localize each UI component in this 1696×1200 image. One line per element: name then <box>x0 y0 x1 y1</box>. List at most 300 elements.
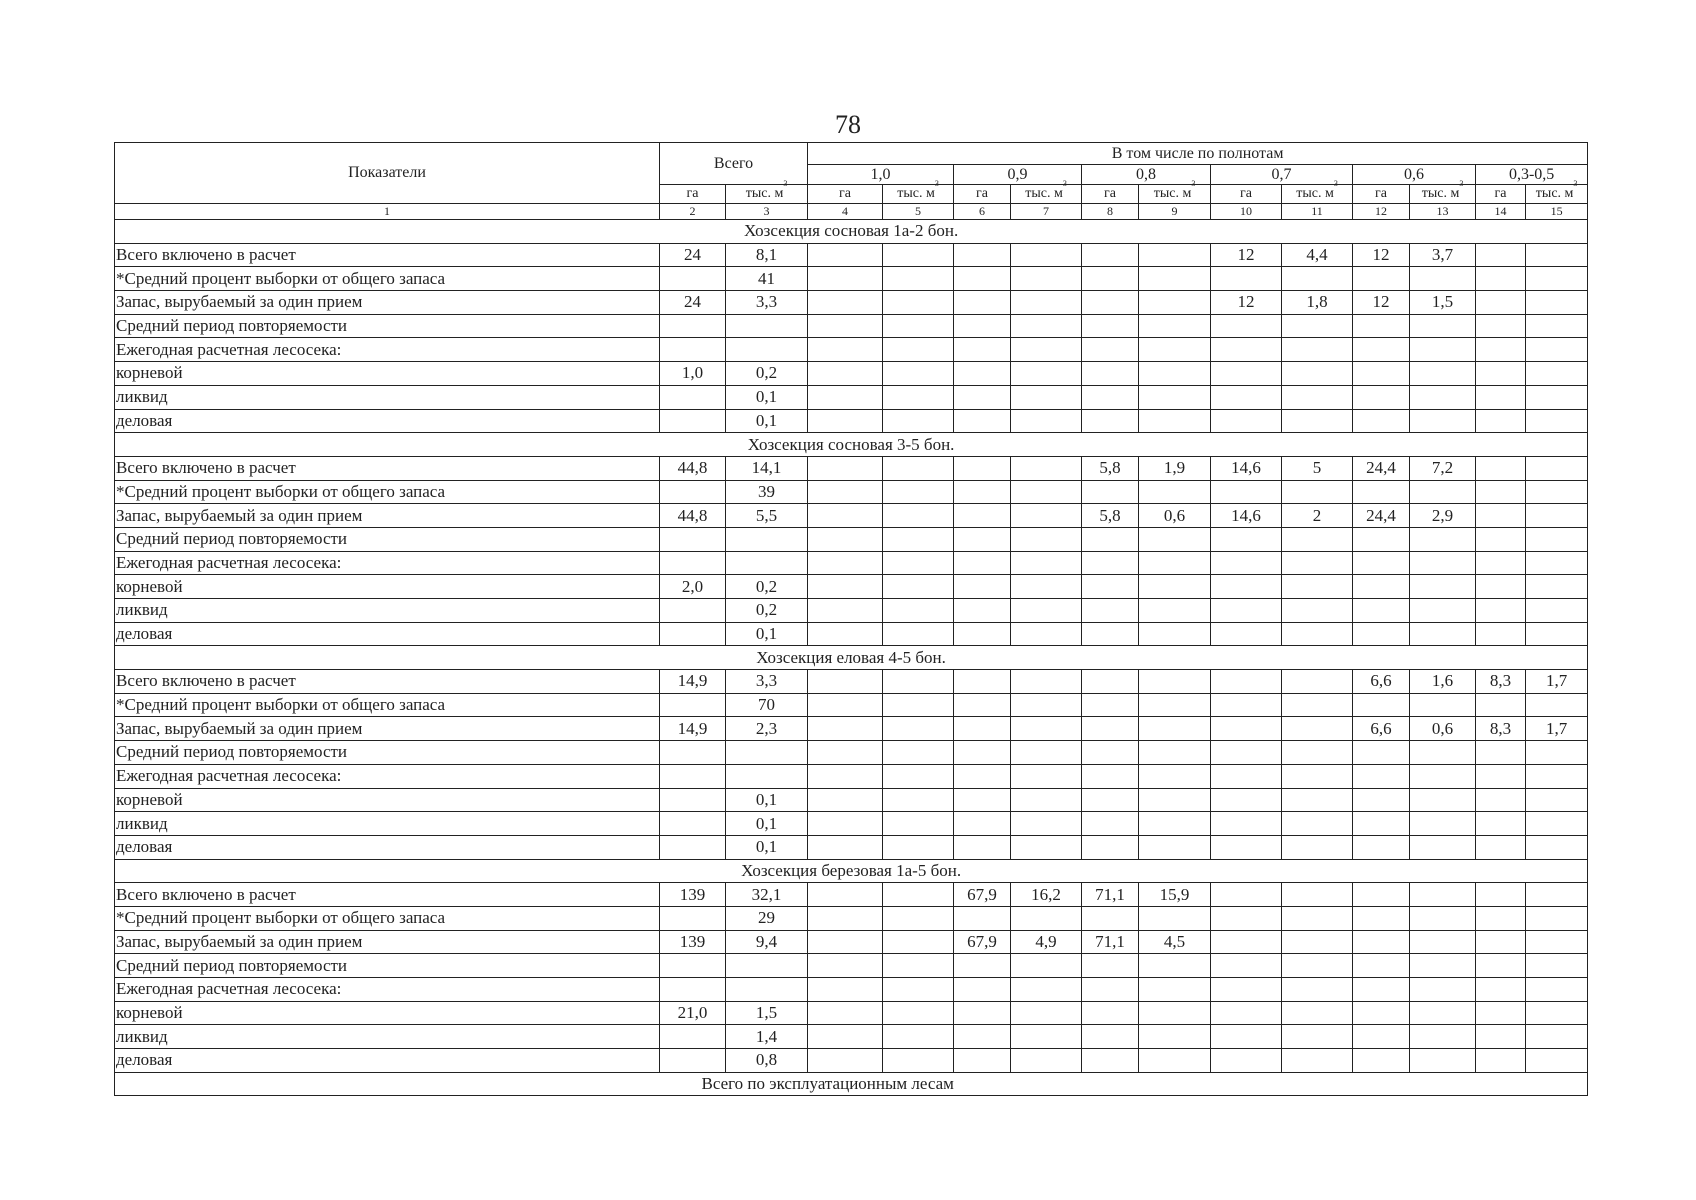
table-cell <box>1353 930 1410 954</box>
table-cell <box>883 788 954 812</box>
table-cell <box>1353 267 1410 291</box>
table-cell <box>660 1025 726 1049</box>
table-cell <box>808 551 883 575</box>
table-cell <box>1526 883 1588 907</box>
table-cell <box>1211 693 1282 717</box>
table-cell <box>808 338 883 362</box>
footer-title: Всего по эксплуатационным лесам <box>660 1072 1588 1096</box>
table-cell <box>1282 527 1353 551</box>
table-cell <box>660 267 726 291</box>
table-cell <box>1082 764 1139 788</box>
table-cell <box>1353 314 1410 338</box>
table-cell <box>1011 741 1082 765</box>
header-unit-volume-superscript: 3 <box>1062 179 1067 188</box>
table-cell <box>1011 1049 1082 1073</box>
table-cell <box>1211 1025 1282 1049</box>
row-label: ликвид <box>115 599 660 623</box>
table-cell: 5,8 <box>1082 504 1139 528</box>
table-cell <box>1211 267 1282 291</box>
table-cell <box>808 314 883 338</box>
table-cell: 12 <box>1211 291 1282 315</box>
table-cell <box>1082 1001 1139 1025</box>
table-cell <box>1353 385 1410 409</box>
table-cell <box>1082 978 1139 1002</box>
table-cell <box>883 1049 954 1073</box>
table-row <box>115 527 1588 551</box>
table-row <box>115 835 1588 859</box>
row-label: корневой <box>115 1001 660 1025</box>
table-cell <box>660 812 726 836</box>
table-cell <box>808 1025 883 1049</box>
table-cell: 32,1 <box>726 883 808 907</box>
table-cell <box>1410 599 1476 623</box>
table-cell <box>1082 243 1139 267</box>
header-density: 0,7 <box>1211 165 1353 185</box>
table-cell: 16,2 <box>1011 883 1082 907</box>
row-label: *Средний процент выборки от общего запаса <box>115 693 660 717</box>
table-cell <box>1353 693 1410 717</box>
table-cell <box>660 764 726 788</box>
table-row <box>115 267 1588 291</box>
table-cell <box>808 480 883 504</box>
table-cell <box>808 291 883 315</box>
table-cell <box>883 338 954 362</box>
table-cell <box>1139 764 1211 788</box>
table-cell <box>1353 551 1410 575</box>
table-cell <box>1011 338 1082 362</box>
table-cell <box>660 1049 726 1073</box>
header-density: 0,8 <box>1082 165 1211 185</box>
table-cell <box>1476 954 1526 978</box>
table-cell <box>1211 575 1282 599</box>
table-cell <box>808 835 883 859</box>
table-cell: 6,6 <box>1353 670 1410 694</box>
row-label: *Средний процент выборки от общего запаса <box>115 480 660 504</box>
section-header-row <box>115 646 1588 670</box>
table-cell: 67,9 <box>954 883 1011 907</box>
table-cell <box>1139 291 1211 315</box>
table-cell <box>1410 788 1476 812</box>
table-cell <box>808 812 883 836</box>
table-cell <box>1139 693 1211 717</box>
row-label: Ежегодная расчетная лесосека: <box>115 338 660 362</box>
header-column-number: 5 <box>883 204 954 220</box>
table-cell <box>1139 527 1211 551</box>
table-cell <box>954 267 1011 291</box>
table-cell <box>1353 1001 1410 1025</box>
header-density: 1,0 <box>808 165 954 185</box>
table-cell <box>1476 906 1526 930</box>
table-cell <box>1282 575 1353 599</box>
table-cell <box>1011 1025 1082 1049</box>
table-cell <box>808 599 883 623</box>
table-row <box>115 717 1588 741</box>
header-unit-volume-text: тыс. м <box>897 186 935 201</box>
table-cell <box>883 243 954 267</box>
table-cell <box>1082 741 1139 765</box>
table-cell: 9,4 <box>726 930 808 954</box>
table-cell <box>660 527 726 551</box>
table-cell <box>1526 575 1588 599</box>
table-cell <box>808 693 883 717</box>
header-unit-volume <box>1410 179 1476 204</box>
table-cell <box>1211 717 1282 741</box>
table-header <box>115 143 1588 220</box>
table-cell <box>1139 575 1211 599</box>
table-cell <box>660 954 726 978</box>
header-unit-volume-text: тыс. м <box>1535 186 1574 201</box>
table-cell: 1,0 <box>660 362 726 386</box>
table-cell <box>1082 906 1139 930</box>
table-cell <box>1282 788 1353 812</box>
table-cell <box>1476 622 1526 646</box>
table-cell <box>808 883 883 907</box>
table-cell <box>1476 291 1526 315</box>
table-row <box>115 622 1588 646</box>
table-cell <box>1526 504 1588 528</box>
table-cell <box>726 314 808 338</box>
table-cell: 14,6 <box>1211 456 1282 480</box>
table-cell <box>1211 599 1282 623</box>
table-cell <box>1082 291 1139 315</box>
row-label: *Средний процент выборки от общего запаса <box>115 906 660 930</box>
table-cell <box>954 362 1011 386</box>
table-cell <box>1082 599 1139 623</box>
table-cell <box>883 1001 954 1025</box>
header-unit-volume-superscript: 3 <box>934 179 939 188</box>
table-cell <box>1211 788 1282 812</box>
table-row <box>115 409 1588 433</box>
table-cell: 1,4 <box>726 1025 808 1049</box>
table-cell <box>1410 906 1476 930</box>
table-cell <box>1139 954 1211 978</box>
table-cell: 67,9 <box>954 930 1011 954</box>
table-cell <box>883 930 954 954</box>
table-cell <box>1476 1025 1526 1049</box>
table-cell <box>1211 385 1282 409</box>
header-unit-volume <box>1139 179 1211 204</box>
table-cell <box>1282 741 1353 765</box>
table-cell: 5 <box>1282 456 1353 480</box>
table-cell <box>883 906 954 930</box>
table-cell <box>1476 883 1526 907</box>
table-cell <box>1139 385 1211 409</box>
table-cell <box>1282 717 1353 741</box>
header-unit-volume-text: тыс. м <box>1153 186 1192 201</box>
table-row <box>115 812 1588 836</box>
table-cell: 1,6 <box>1410 670 1476 694</box>
table-cell <box>1211 362 1282 386</box>
table-row <box>115 670 1588 694</box>
table-cell <box>1410 362 1476 386</box>
table-cell <box>1526 527 1588 551</box>
table-cell <box>808 622 883 646</box>
table-cell <box>1353 906 1410 930</box>
table-cell <box>1139 1025 1211 1049</box>
table-row <box>115 480 1588 504</box>
table-cell <box>954 812 1011 836</box>
table-cell <box>1082 385 1139 409</box>
table-cell <box>1353 338 1410 362</box>
table-cell: 41 <box>726 267 808 291</box>
table-cell <box>954 527 1011 551</box>
header-unit-volume-superscript: 3 <box>1573 179 1578 188</box>
table-cell <box>883 812 954 836</box>
table-cell <box>808 978 883 1002</box>
table-cell <box>660 788 726 812</box>
table-cell <box>808 267 883 291</box>
header-column-number: 1 <box>115 204 660 220</box>
table-cell <box>1476 1049 1526 1073</box>
header-column-number: 6 <box>954 204 1011 220</box>
table-cell <box>1410 409 1476 433</box>
table-cell <box>660 835 726 859</box>
table-cell: 70 <box>726 693 808 717</box>
footer-spacer-cell <box>115 1072 660 1096</box>
header-unit-ha: га <box>1082 185 1139 204</box>
table-row <box>115 243 1588 267</box>
header-unit-ha: га <box>808 185 883 204</box>
table-cell <box>1282 812 1353 836</box>
table-cell <box>1526 551 1588 575</box>
table-cell <box>1082 788 1139 812</box>
table-cell <box>1082 267 1139 291</box>
table-cell <box>1082 480 1139 504</box>
table-cell <box>1011 599 1082 623</box>
table-body <box>115 220 1588 1096</box>
table-cell <box>1139 551 1211 575</box>
table-cell <box>1353 1049 1410 1073</box>
table-cell <box>883 978 954 1002</box>
table-cell <box>1410 764 1476 788</box>
table-cell <box>1082 622 1139 646</box>
table-cell <box>1526 954 1588 978</box>
table-cell: 12 <box>1353 291 1410 315</box>
header-unit-ha: га <box>1211 185 1282 204</box>
table-cell <box>1476 551 1526 575</box>
table-cell <box>1410 954 1476 978</box>
table-cell: 0,2 <box>726 599 808 623</box>
table-cell <box>883 480 954 504</box>
table-cell <box>1139 835 1211 859</box>
table-cell <box>1211 551 1282 575</box>
table-cell: 0,1 <box>726 788 808 812</box>
table-cell <box>1139 978 1211 1002</box>
table-cell <box>808 954 883 978</box>
table-cell <box>808 362 883 386</box>
table-cell <box>1211 835 1282 859</box>
row-label: деловая <box>115 1049 660 1073</box>
header-column-number: 3 <box>726 204 808 220</box>
header-unit-volume-superscript: 3 <box>783 179 788 188</box>
table-cell <box>1139 906 1211 930</box>
table-cell <box>1526 978 1588 1002</box>
table-cell <box>808 764 883 788</box>
table-cell <box>1082 1049 1139 1073</box>
table-cell: 12 <box>1211 243 1282 267</box>
table-row <box>115 978 1588 1002</box>
table-row <box>115 788 1588 812</box>
table-cell <box>660 314 726 338</box>
table-row <box>115 599 1588 623</box>
table-cell <box>1526 338 1588 362</box>
row-label: Запас, вырубаемый за один прием <box>115 291 660 315</box>
table-cell <box>1282 622 1353 646</box>
table-cell <box>883 551 954 575</box>
table-cell <box>1211 409 1282 433</box>
table-cell <box>1211 622 1282 646</box>
table-cell: 1,8 <box>1282 291 1353 315</box>
table-cell <box>1353 812 1410 836</box>
table-cell <box>1139 599 1211 623</box>
row-label: Всего включено в расчет <box>115 670 660 694</box>
table-cell <box>1353 622 1410 646</box>
table-cell: 0,1 <box>726 835 808 859</box>
table-cell <box>1082 693 1139 717</box>
table-cell <box>883 622 954 646</box>
table-cell <box>1211 338 1282 362</box>
table-cell <box>1410 1025 1476 1049</box>
table-cell <box>1526 930 1588 954</box>
table-cell <box>1282 883 1353 907</box>
table-cell <box>883 954 954 978</box>
table-cell: 8,3 <box>1476 717 1526 741</box>
table-cell <box>1011 456 1082 480</box>
table-cell <box>1410 693 1476 717</box>
header-unit-volume <box>726 179 808 204</box>
table-cell <box>1410 314 1476 338</box>
table-cell <box>660 338 726 362</box>
table-cell <box>1139 717 1211 741</box>
row-label: деловая <box>115 622 660 646</box>
table-cell <box>954 385 1011 409</box>
table-cell: 2,9 <box>1410 504 1476 528</box>
table-cell <box>808 409 883 433</box>
table-cell <box>1526 835 1588 859</box>
table-cell <box>1410 1001 1476 1025</box>
table-cell <box>1410 480 1476 504</box>
table-cell <box>1082 362 1139 386</box>
table-cell <box>954 1049 1011 1073</box>
table-cell <box>1410 978 1476 1002</box>
table-row <box>115 504 1588 528</box>
header-total: Всего <box>660 143 808 185</box>
table-cell <box>883 693 954 717</box>
table-cell <box>1526 788 1588 812</box>
table-cell <box>808 788 883 812</box>
table-cell <box>1011 243 1082 267</box>
table-cell: 139 <box>660 883 726 907</box>
table-cell: 1,7 <box>1526 717 1588 741</box>
table-cell <box>726 338 808 362</box>
table-cell <box>1353 1025 1410 1049</box>
table-cell <box>1011 835 1082 859</box>
table-cell <box>954 764 1011 788</box>
table-cell <box>1526 812 1588 836</box>
table-cell <box>808 741 883 765</box>
table-cell <box>1353 978 1410 1002</box>
table-cell: 0,2 <box>726 575 808 599</box>
header-unit-ha: га <box>660 185 726 204</box>
row-label: корневой <box>115 362 660 386</box>
table-cell <box>1282 954 1353 978</box>
table-cell <box>1139 362 1211 386</box>
table-cell <box>883 575 954 599</box>
table-cell <box>1082 717 1139 741</box>
table-cell <box>1211 1049 1282 1073</box>
table-cell <box>726 978 808 1002</box>
row-label: *Средний процент выборки от общего запаса <box>115 267 660 291</box>
section-header-row <box>115 433 1588 457</box>
table-cell <box>954 243 1011 267</box>
header-density: 0,3-0,5 <box>1476 165 1588 185</box>
table-cell <box>726 551 808 575</box>
table-cell <box>1282 670 1353 694</box>
table-cell <box>954 693 1011 717</box>
table-cell <box>1082 409 1139 433</box>
table-cell <box>1410 883 1476 907</box>
table-cell <box>1082 314 1139 338</box>
table-cell <box>1011 670 1082 694</box>
table-cell: 29 <box>726 906 808 930</box>
table-cell <box>1282 362 1353 386</box>
table-cell: 2,0 <box>660 575 726 599</box>
row-label: Ежегодная расчетная лесосека: <box>115 978 660 1002</box>
table-cell: 4,4 <box>1282 243 1353 267</box>
header-unit-volume-superscript: 3 <box>1191 179 1196 188</box>
table-row <box>115 883 1588 907</box>
table-cell: 1,5 <box>1410 291 1476 315</box>
table-cell <box>1476 243 1526 267</box>
table-cell <box>954 456 1011 480</box>
table-cell <box>1211 812 1282 836</box>
header-column-number: 15 <box>1526 204 1588 220</box>
table-cell <box>1410 575 1476 599</box>
row-label: деловая <box>115 409 660 433</box>
header-unit-volume-text: тыс. м <box>1421 186 1460 201</box>
table-cell: 24 <box>660 243 726 267</box>
table-cell <box>1476 456 1526 480</box>
table-cell <box>1282 978 1353 1002</box>
row-label: Запас, вырубаемый за один прием <box>115 930 660 954</box>
row-label: Всего включено в расчет <box>115 456 660 480</box>
section-header-row <box>115 220 1588 244</box>
table-cell: 1,7 <box>1526 670 1588 694</box>
table-cell <box>1211 930 1282 954</box>
table-cell <box>1011 764 1082 788</box>
table-cell <box>1082 338 1139 362</box>
table-cell <box>883 504 954 528</box>
table-cell <box>1011 504 1082 528</box>
table-cell <box>1211 480 1282 504</box>
table-cell <box>1011 527 1082 551</box>
row-label: Всего включено в расчет <box>115 243 660 267</box>
table-row <box>115 693 1588 717</box>
table-cell <box>1526 1049 1588 1073</box>
header-unit-volume-superscript: 3 <box>1459 179 1464 188</box>
table-cell <box>1139 741 1211 765</box>
table-cell <box>1526 480 1588 504</box>
table-cell <box>1211 741 1282 765</box>
table-cell <box>1011 575 1082 599</box>
table-cell <box>1410 527 1476 551</box>
table-cell <box>954 788 1011 812</box>
table-cell: 3,3 <box>726 291 808 315</box>
table-cell <box>954 338 1011 362</box>
table-cell <box>726 764 808 788</box>
table-cell <box>726 527 808 551</box>
header-unit-volume-text: тыс. м <box>745 186 784 201</box>
